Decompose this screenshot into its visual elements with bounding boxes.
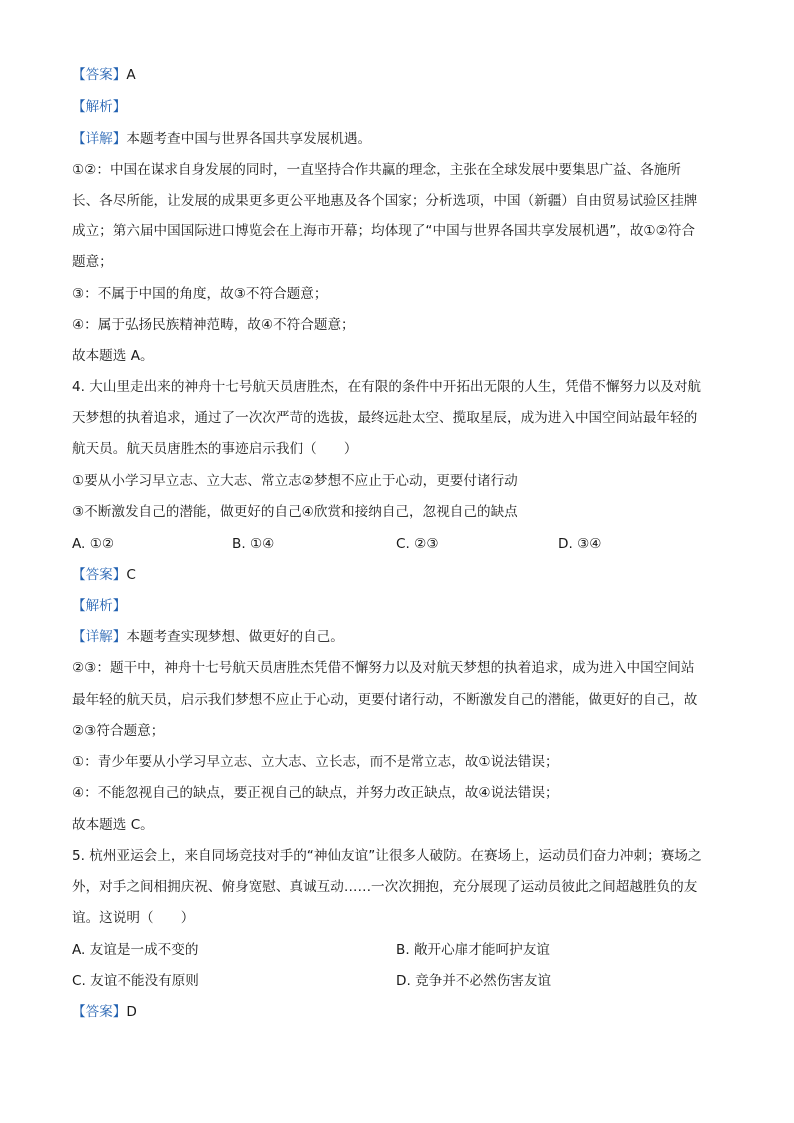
q4-stem-line: 4. 大山里走出来的神舟十七号航天员唐胜杰，在有限的条件中开拓出无限的人生，凭借不懈努力以及对航 [72, 379, 702, 395]
q4-text-line: 故本题选 C。 [72, 817, 154, 833]
q5-option-d: D. 竞争并不必然伤害友谊 [396, 973, 552, 989]
analysis-tag: 【解析】 [72, 598, 127, 614]
q5-stem-line: 5. 杭州亚运会上，来自同场竞技对手的“神仙友谊”让很多人破防。在赛场上，运动员们奋力冲刺；赛场之 [72, 848, 702, 864]
detail-text: 本题考查中国与世界各国共享发展机遇。 [126, 131, 372, 147]
q4-stem-line: 天梦想的执着追求，通过了一次次严苛的选拔，最终远赴太空、揽取星辰，成为进入中国空间站最年轻的 [72, 410, 698, 426]
q3-analysis-line [72, 98, 724, 116]
q4-text-line: 最年轻的航天员，启示我们梦想不应止于心动，更要付诸行动，不断激发自己的潜能，做更好的自己，故 [72, 692, 698, 708]
q3-answer-line [72, 66, 724, 84]
q4-text-line: ④：不能忽视自己的缺点，要正视自己的缺点，并努力改正缺点，故④说法错误； [72, 785, 559, 801]
q4-stem-line: 航天员。航天员唐胜杰的事迹启示我们（ ） [72, 441, 358, 457]
q5-option-c: C. 友谊不能没有原则 [72, 973, 199, 989]
q3-text-line: 长、各尽所能，让发展的成果更多更公平地惠及各个国家；分析选项，中国（新疆）自由贸易试验区挂牌 [72, 193, 698, 209]
q3-text-line: ①②：中国在谋求自身发展的同时，一直坚持合作共赢的理念，主张在全球发展中要集思广益、各施所 [72, 162, 681, 178]
analysis-tag: 【解析】 [72, 99, 127, 115]
q3-text-line: 故本题选 A。 [72, 348, 154, 364]
q4-stem-line: ①要从小学习早立志、立大志、常立志②梦想不应止于心动，更要付诸行动 [72, 473, 518, 489]
detail-tag: 【详解】 [72, 629, 127, 645]
answer-tag: 【答案】 [72, 1004, 127, 1020]
q5-option-a: A. 友谊是一成不变的 [72, 942, 199, 958]
q3-detail-line [72, 130, 724, 148]
q3-text-line: 题意； [72, 254, 113, 270]
q4-stem-line: ③不断激发自己的潜能，做更好的自己④欣赏和接纳自己，忽视自己的缺点 [72, 504, 518, 520]
q4-analysis-line [72, 597, 724, 615]
q5-stem-line: 谊。这说明（ ） [72, 910, 195, 926]
q4-option-a: A. ①② [72, 536, 115, 552]
answer-tag: 【答案】 [72, 567, 127, 583]
q4-option-d: D. ③④ [558, 536, 602, 552]
answer-value: C [126, 567, 136, 583]
q5-answer-line [72, 1003, 724, 1021]
answer-value: D [126, 1004, 137, 1020]
q4-answer-line [72, 566, 724, 584]
answer-value: A [126, 67, 136, 83]
q4-text-line: ②③：题干中，神舟十七号航天员唐胜杰凭借不懈努力以及对航天梦想的执着追求，成为进入中国空间站 [72, 660, 695, 676]
answer-tag: 【答案】 [72, 67, 127, 83]
q4-text-line: ①：青少年要从小学习早立志、立大志、立长志，而不是常立志，故①说法错误； [72, 754, 559, 770]
q3-text-line: ③：不属于中国的角度，故③不符合题意； [72, 286, 328, 302]
q3-text-line: ④：属于弘扬民族精神范畴，故④不符合题意； [72, 317, 355, 333]
q3-text-line: 成立；第六届中国国际进口博览会在上海市开幕；均体现了“中国与世界各国共享发展机遇”，故①②符合 [72, 223, 695, 239]
q5-stem-line: 外，对手之间相拥庆祝、俯身宽慰、真诚互动……一次次拥抱，充分展现了运动员彼此之间超越胜负的友 [72, 879, 698, 895]
q4-option-b: B. ①④ [232, 536, 275, 552]
q4-option-c: C. ②③ [396, 536, 439, 552]
q4-detail-line [72, 628, 724, 646]
q5-option-b: B. 敞开心扉才能呵护友谊 [396, 942, 550, 958]
q4-text-line: ②③符合题意； [72, 723, 165, 739]
detail-text: 本题考查实现梦想、做更好的自己。 [126, 629, 344, 645]
detail-tag: 【详解】 [72, 131, 127, 147]
